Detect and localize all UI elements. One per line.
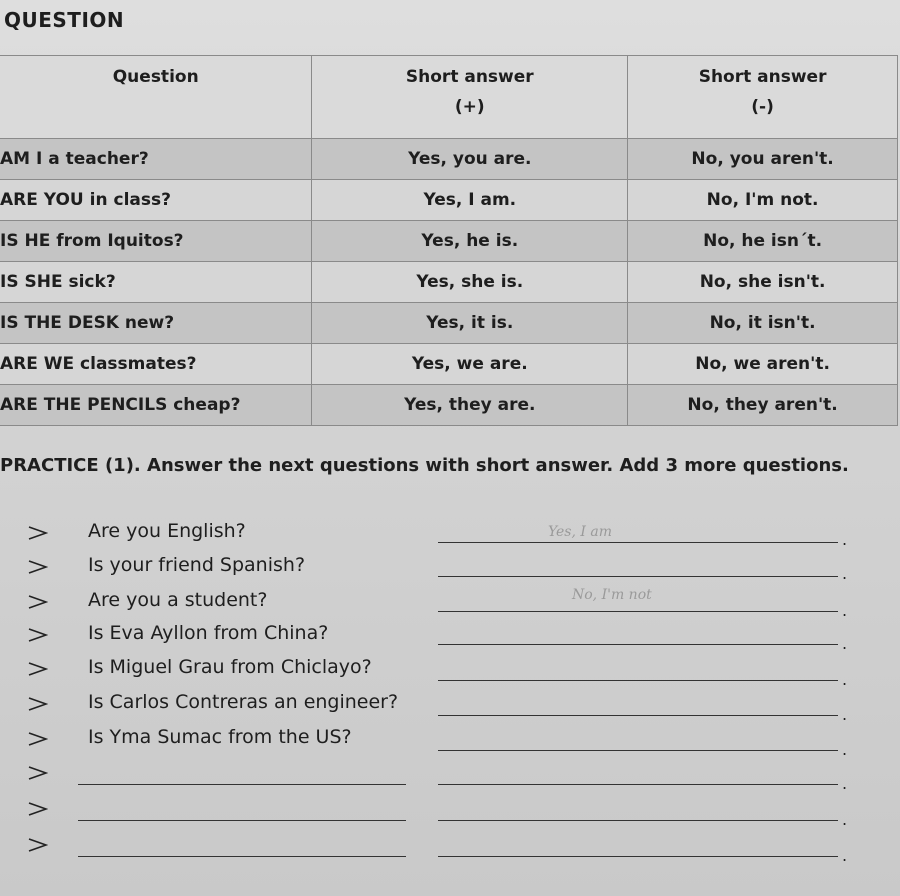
header-negative: [628, 56, 898, 139]
table-row: [0, 139, 898, 180]
answer-period: .: [842, 846, 848, 865]
exercise-item: [0, 589, 900, 623]
exercise-item: [0, 796, 900, 830]
answer-period: .: [842, 670, 848, 689]
arrow-bullet-icon: [28, 662, 48, 676]
question-blank[interactable]: [78, 856, 406, 857]
row-positive-answer: Yes, I am.: [312, 180, 628, 221]
exercise-item: [0, 726, 900, 760]
table-row: [0, 221, 898, 262]
row-positive-answer: Yes, it is.: [312, 303, 628, 344]
answer-blank[interactable]: [438, 715, 838, 716]
arrow-bullet-icon: [28, 628, 48, 642]
row-question: ARE YOU in class?: [0, 180, 312, 221]
exercise-question: Is Eva Ayllon from China?: [88, 622, 329, 644]
arrow-bullet-icon: [28, 766, 48, 780]
table-row: [0, 180, 898, 221]
exercise-item: [0, 656, 900, 690]
row-negative-answer: No, he isn´t.: [628, 221, 898, 262]
page-heading: QUESTION: [4, 8, 125, 32]
header-question: [0, 56, 312, 139]
arrow-bullet-icon: [28, 526, 48, 540]
row-positive-answer: Yes, you are.: [312, 139, 628, 180]
row-question: IS HE from Iquitos?: [0, 221, 312, 262]
exercise-question: Is Yma Sumac from the US?: [88, 726, 352, 748]
answer-blank[interactable]: [438, 611, 838, 612]
row-positive-answer: Yes, he is.: [312, 221, 628, 262]
row-negative-answer: No, I'm not.: [628, 180, 898, 221]
row-question: IS SHE sick?: [0, 262, 312, 303]
exercise-question: Is Carlos Contreras an engineer?: [88, 691, 399, 713]
exercise-question: Is Miguel Grau from Chiclayo?: [88, 656, 372, 678]
answer-blank[interactable]: [438, 542, 838, 543]
row-question: IS THE DESK new?: [0, 303, 312, 344]
row-negative-answer: No, you aren't.: [628, 139, 898, 180]
row-negative-answer: No, we aren't.: [628, 344, 898, 385]
table-row: [0, 262, 898, 303]
question-blank[interactable]: [78, 820, 406, 821]
arrow-bullet-icon: [28, 838, 48, 852]
answer-blank[interactable]: [438, 784, 838, 785]
exercise-item: [0, 520, 900, 554]
answer-blank[interactable]: [438, 576, 838, 577]
answer-period: .: [842, 810, 848, 829]
row-question: ARE WE classmates?: [0, 344, 312, 385]
answer-blank[interactable]: [438, 856, 838, 857]
row-negative-answer: No, they aren't.: [628, 385, 898, 426]
row-positive-answer: Yes, they are.: [312, 385, 628, 426]
answer-period: .: [842, 774, 848, 793]
row-question: AM I a teacher?: [0, 139, 312, 180]
header-positive-line2: (+): [454, 97, 485, 117]
practice-instructions: PRACTICE (1). Answer the next questions with short answer. Add 3 more questions.: [0, 455, 849, 476]
answer-period: .: [842, 705, 848, 724]
exercise-question: Are you English?: [88, 520, 246, 542]
answer-period: .: [842, 530, 848, 549]
table-row: [0, 385, 898, 426]
header-question-line1: Question: [112, 67, 199, 87]
arrow-bullet-icon: [28, 560, 48, 574]
exercise-item: [0, 691, 900, 725]
short-answer-table: [0, 55, 898, 426]
answer-period: .: [842, 740, 848, 759]
row-positive-answer: Yes, she is.: [312, 262, 628, 303]
row-negative-answer: No, she isn't.: [628, 262, 898, 303]
question-blank[interactable]: [78, 784, 406, 785]
row-positive-answer: Yes, we are.: [312, 344, 628, 385]
row-question: ARE THE PENCILS cheap?: [0, 385, 312, 426]
header-positive-line1: Short answer: [405, 67, 534, 87]
exercise-question: Are you a student?: [88, 589, 268, 611]
arrow-bullet-icon: [28, 697, 48, 711]
answer-blank[interactable]: [438, 750, 838, 751]
row-negative-answer: No, it isn't.: [628, 303, 898, 344]
arrow-bullet-icon: [28, 595, 48, 609]
arrow-bullet-icon: [28, 802, 48, 816]
answer-blank[interactable]: [438, 680, 838, 681]
arrow-bullet-icon: [28, 732, 48, 746]
answer-period: .: [842, 634, 848, 653]
header-negative-line1: Short answer: [698, 67, 827, 87]
header-positive: [312, 56, 628, 139]
answer-period: .: [842, 601, 848, 620]
exercise-item: [0, 622, 900, 656]
answer-blank[interactable]: [438, 644, 838, 645]
exercise-item: [0, 832, 900, 866]
exercise-item: [0, 554, 900, 588]
handwritten-answer: Yes, I am: [548, 524, 612, 540]
handwritten-answer: No, I'm not: [572, 587, 652, 603]
answer-period: .: [842, 564, 848, 583]
exercise-item: [0, 760, 900, 794]
answer-blank[interactable]: [438, 820, 838, 821]
table-row: [0, 344, 898, 385]
exercise-question: Is your friend Spanish?: [88, 554, 306, 576]
table-header-row: [0, 56, 898, 139]
header-negative-line2: (-): [751, 97, 774, 117]
table-row: [0, 303, 898, 344]
